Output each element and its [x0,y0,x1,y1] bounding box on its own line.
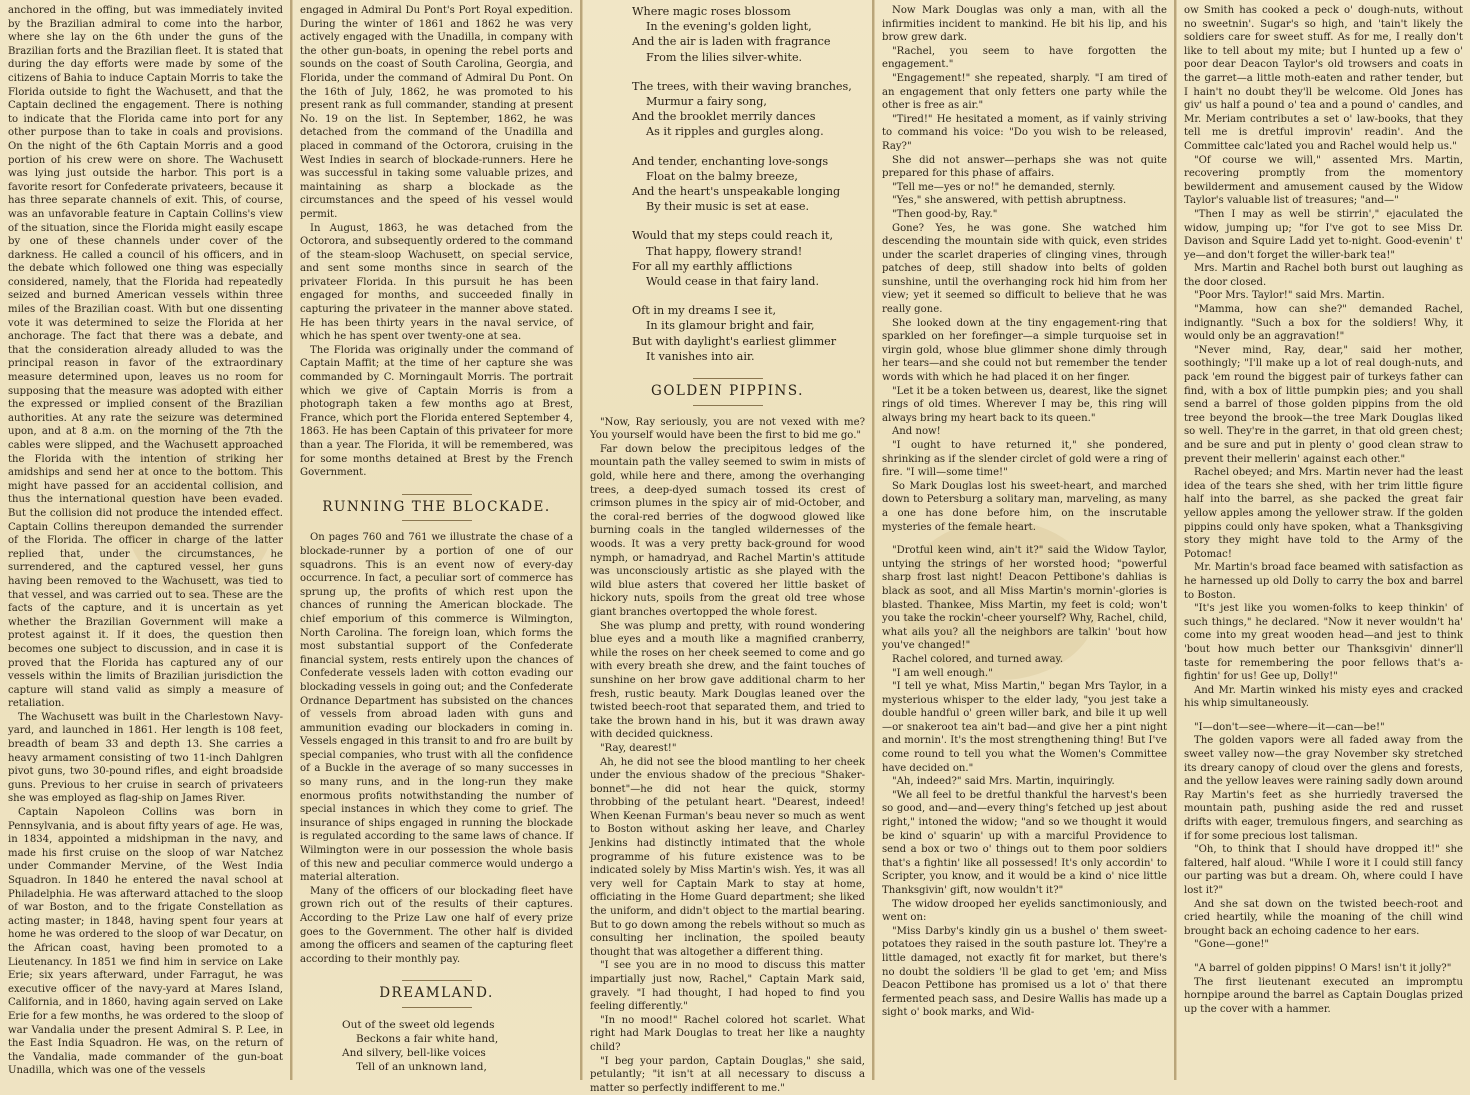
paragraph: The first lieutenant executed an impromptu hornpipe around the barrel as Captain Douglas prized up the cover with a hammer. [1184,976,1463,1015]
section-break [882,534,1167,544]
paragraph: "Of course we will," assented Mrs. Martin, recovering promptly from the momentory bewilderment and amusement caused by the Widow Taylor's valuable list of treasures; "and—" [1184,154,1463,207]
section-break [1184,711,1463,721]
column-4 [874,0,1174,1080]
poem-line: Would cease in that fairy land. [646,275,819,289]
paragraph: "Let it be a token between us, dearest, like the signet rings of old times. Wherever I may be, this ring will always bring my heart back to its queen." [882,385,1167,424]
paragraph: She was plump and pretty, with round wondering blue eyes and a mouth like a magnified cranberry, while the roses on her cheek seemed to come and go with every breath she drew, and the faint touches of sunshine on her brow gave additional charm to her fresh, rustic beauty. Mark Douglas leaned over the twisted beech-root that separated them, and tried to take the brown hand in his, but it was drawn away with decided quickness. [590,620,865,741]
poem-line: As it ripples and gurgles along. [646,125,824,139]
column-2 [292,0,580,1080]
paragraph: The Wachusett was built in the Charlestown Navy-yard, and launched in 1861. Her length is 108 feet, breadth of beam 33 and depth 13. She carries a heavy armament consisting of two 11-inch Dahlgren pivot guns, two 30-pound rifles, and eight broadside guns. Previous to her cruise in search of privateers she was employed as flag-ship on James River. [8,711,283,805]
paragraph: And Mr. Martin winked his misty eyes and cracked his whip simultaneously. [1184,684,1463,710]
poem-line: And silvery, bell-like voices [342,1046,486,1059]
poem-stanza [632,228,865,289]
poem-heading-dreamland: DREAMLAND. [300,980,573,1008]
paragraph: "I am well enough." [892,667,993,679]
paragraph: Now Mark Douglas was only a man, with all the infirmities incident to mankind. He bit his lip, and his brow grew dark. [882,5,1167,44]
paragraph: On pages 760 and 761 we illustrate the chase of a blockade-runner by a portion of one of our squadrons. This is an event now of every-day occurrence. In fact, a peculiar sort of commerce has sprung up, the profits of which rest upon the chances of running the American blockade. The chief emporium of this commerce is Wilmington, North Carolina. The foreign loan, which forms the most substantial support of the Confederate financial system, rests entirely upon the chances of Confederate vessels laden with cotton evading our blockading vessels in going out; and the Confederate Ordnance Department has subsisted on the chances of vessels from abroad laden with guns and ammunition evading our blockaders in coming in. Vessels engaged in this transit to and fro are built by special companies, who trust with all the confidence of a Buckle in the average of so many successes in so many runs, and in the long-run they make enormous profits notwithstanding the number of special instances in which they come to grief. The insurance of ships engaged in running the blockade is regulated according to the same laws of chance. If Wilmington were in our possession the whole basis of this new and peculiar commerce would undergo a material alteration. [300,532,573,884]
poem-stanza [632,154,865,215]
poem-line: Murmur a fairy song, [646,95,767,109]
paragraph: "Gone—gone!" [1194,939,1270,951]
poem-line: Oft in my dreams I see it, [632,304,777,318]
paragraph: "Ray, dearest!" [600,742,677,754]
paragraph: "Mamma, how can she?" demanded Rachel, indignantly. "Such a box for the soldiers! Why, it would only be an aggravation!" [1184,304,1463,343]
paragraph: "Yes," she answered, with pettish abruptness. [892,195,1127,207]
paragraph: In August, 1863, he was detached from the Octorora, and subsequently ordered to the command of the steam-sloop Wachusett, on special service, and sent some months since in search of the privateer Florida. In this pursuit he has been engaged for months, and succeeded finally in capturing the privateer in the manner above stated. He has been thirty years in the naval service, of which he has spent over twenty-one at sea. [300,222,573,343]
paragraph: "Now, Ray seriously, you are not vexed with me? You yourself would have been the first to bid me go." [590,416,865,442]
paragraph: Mrs. Martin and Rachel both burst out laughing as the door closed. [1184,263,1463,288]
paragraph: Captain Napoleon Collins was born in Pennsylvania, and is about fifty years of age. He was, in 1834, appointed a midshipman in the navy, and made his first cruise on the sloop of war Natchez under Commander Mervine, of the West India Squadron. In 1840 he entered the naval school at Philadelphia. He was afterward attached to the sloop of war Boston, and to the frigate Constellation as acting master; in 1848, having spent four years at home he was ordered to the sloop of war Decatur, on the African coast, having been promoted to a Lieutenancy. In 1851 we find him in service on Lake Erie; six years afterward, under Farragut, he was executive officer of the navy-yard at Mares Island, California, and in 1860, having again served on Lake Erie for a few months, he was ordered to the sloop of war Vandalia under the present Admiral S. P. Lee, in the East India Squadron. He was, on the return of the Vandalia, made commander of the gun-boat Unadilla, which was one of the vessels [8,807,283,1077]
paragraph: And she sat down on the twisted beech-root and cried heartily, while the moaning of the chill wind brought back an echoing cadence to her ears. [1184,898,1463,937]
poem-line: Would that my steps could reach it, [632,229,833,243]
poem-stanza [632,303,865,364]
paragraph: "Engagement!" she repeated, sharply. "I am tired of an engagement that only fetters one party while the other is free as air." [882,72,1167,112]
paragraph: "Never mind, Ray, dear," said her mother, soothingly; "I'll make up a lot of real dough-nuts, and pack 'em round the biggest pair of turkeys father can find, with a box of little pumpkin pies; and you shall send a barrel of those golden pippins from the old tree beyond the brook—the tree Mark Douglas liked so well. They're in the garret, in that old green chest; and be sure and put in plenty o' good clean straw to prevent their mellerin' against each other." [1184,344,1463,465]
paragraph: "Rachel, you seem to have forgotten the engagement." [882,45,1167,71]
paragraph: The Florida was originally under the command of Captain Maffit; at the time of her capture she was commanded by C. Morningault Morris. The portrait which we give of Captain Morris is from a photograph taken a few months ago at Brest, France, which port the Florida entered September 4, 1863. He has been Captain of this privateer for more than a year. The Florida, it will be remembered, was for some months detained at Brest by the French Government. [300,344,573,479]
paragraph: Rachel colored, and turned away. [892,653,1064,665]
paragraph: The golden vapors were all faded away from the sweet valley now—the gray November sky stretched its dreary canopy of cloud over the glens and forests, and the yellow leaves were raining sadly down around Ray Martin's feet as she hurriedly traversed the mountain path, pushing aside the red and russet drifts with eager, tremulous fingers, and searching as if for some precious lost talisman. [1184,735,1463,842]
paragraph: "I ought to have returned it," she pondered, shrinking as if the slender circlet of gold were a ring of fire. "I will—some time!" [882,440,1167,479]
paragraph: The widow drooped her eyelids sanctimoniously, and went on: [882,898,1167,924]
paragraph: "Oh, to think that I should have dropped it!" she faltered, half aloud. "While I wore it I could still fancy our parting was but a dream. Oh, where could I have lost it?" [1184,844,1463,896]
paragraph: Mr. Martin's broad face beamed with satisfaction as he harnessed up old Dolly to carry the box and barrel to Boston. [1184,562,1463,601]
poem-line: It vanishes into air. [646,349,755,363]
paragraph: "It's jest like you women-folks to keep thinkin' of such things," he declared. "Now it never wouldn't ha' come into my great wooden head—and jest to think 'bout how much better our Thanksgivin' dinner'll taste for remembering the poor fellows that's a-fightin' for us! Gee up, Dolly!" [1184,603,1463,683]
paragraph: "I beg your pardon, Captain Douglas," she said, petulantly; "it isn't at all necessary to discuss a matter so perfectly indifferent to me." [590,1055,865,1094]
paragraph: "Then I may as well be stirrin'," ejaculated the widow, jumping up; "for I've got to see Miss Dr. Davison and Squire Ladd yet to-night. Good-evenin' t' ye—and don't forget the willer-bark tea!" [1184,208,1463,261]
column-5 [1176,0,1470,1080]
paragraph: "I tell ye what, Miss Martin," began Mrs Taylor, in a mysterious whisper to the elder lady, "you jest take a double handful o' green willer bark, and bile it up well—or snakeroot tea ain't bad—and give her a pint night and mornin'. It's the most strengthening thing! But I've come round to tell you what the Women's Committee have decided on." [882,681,1167,774]
paragraph: "Poor Mrs. Taylor!" said Mrs. Martin. [1194,290,1385,302]
poem-stanza [632,79,865,140]
poem-line: In its glamour bright and fair, [646,319,815,333]
paragraph: "Tired!" He hesitated a moment, as if vainly striving to command his voice: "Do you wish to be released, Ray?" [882,113,1167,152]
poem-line: By their music is set at ease. [646,200,810,214]
paragraph: Gone? Yes, he was gone. She watched him descending the mountain side with quick, even strides under the scarlet draperies of clinging vines, through patches of deep, still shadow into belts of golden sunshine, until the overhanging rock hid him from her view; yet it seemed so difficult to believe that he was really gone. [882,222,1167,316]
paragraph: "I—don't—see—where—it—can—be!" [1194,721,1385,733]
paragraph: "Miss Darby's kindly gin us a bushel o' them sweet-potatoes they raised in the south pasture lot. They're a little damaged, not exactly fit for market, but there's no doubt the soldiers 'll be glad to get 'em; and Miss Deacon Pettibone has promised us a lot o' that there fermented peach sass, and Desire Wallis has made up a sight o' book marks, and Wid- [882,925,1167,1019]
paragraph: "A barrel of golden pippins! O Mars! isn't it jolly?" [1194,962,1452,974]
paragraph: Rachel obeyed; and Mrs. Martin never had the least idea of the tears she shed, with her trim little figure half into the barrel, as she packed the great fair yellow apples among the yellower straw. If the golden pippins could only have spoken, what a Thanksgiving story they might have told to the Army of the Potomac! [1184,467,1463,560]
poem-line: Tell of an unknown land, [356,1060,487,1073]
poem-line: That happy, flowery strand! [646,244,803,258]
poem-line: The trees, with their waving branches, [632,79,852,93]
paragraph: "Ah, indeed?" said Mrs. Martin, inquiringly. [892,776,1115,788]
article-heading-blockade: RUNNING THE BLOCKADE. [300,494,573,522]
poem-stanza [342,1018,573,1074]
paragraph: "Tell me—yes or no!" he demanded, sternly. [892,181,1116,193]
column-3 [582,0,872,1094]
paragraph: anchored in the offing, but was immediately invited by the Brazilian admiral to come into the harbor, where she lay on the 6th under the guns of the Brazilian forts and the Brazilian fleet. It is stated that during the day efforts were made by some of the citizens of Bahia to induce Captain Morris to take the Florida outside to fight the Wachusett, and that the Captain declined the engagement. There is nothing to indicate that the Florida came into port for any other purpose than to take in coals and provisions. On the night of the 6th Captain Morris and a good portion of his crew were on shore. The Wachusett was lying just outside the harbor. This port is a favorite resort for Confederate privateers, because it has three separate channels of exit. This, of course, was an unfavorable feature in Captain Collins's view of the situation, since the Florida might easily escape by one of these channels under cover of the darkness. He called a council of his officers, and in the debate which followed one thing was especially considered, namely, that the Florida had repeatedly seized and burned American vessels within three miles of the Brazilian coast. With but one dissenting vote it was determined to seize the Florida at her anchorage. The fact that there was a debate, and that the consideration already alluded to was the principal reason in favor of the extraordinary measure determined upon, leaves us no room for supposing that the measure was adopted with either the expressed or implied consent of the Brazilian authorities. At any rate the seizure was determined upon, and at 8 a.m. on the morning of the 7th the cables were slipped, and the Wachusett approached the Florida with the intention of striking her amidships and send her at once to the bottom. This might have passed for an accidental collision, and thus the international question have been evaded. But the collision did not produce the intended effect. Captain Collins thereupon demanded the surrender of the Florida. The officer in charge of the latter replied that, under the circumstances, he surrendered, and the captured vessel, her guns having been removed to the Wachusett, was tied to that vessel, and was carried out to sea. These are the facts of the capture, and it is uncertain as yet whether the Brazilian Government will make a protest against it. If it does, the question then becomes one subject to discussion, and in case it is proved that the Florida has captured any of our vessels within the limits of Brazilian jurisdiction the capture will stand valid as simply a measure of retaliation. [8,5,283,710]
paragraph: Ah, he did not see the blood mantling to her cheek under the envious shadow of the precious "Shaker-bonnet"—he did not hear the quick, stormy throbbing of the petulant heart. "Dearest, indeed! When Keenan Furman's beau never so much as went to Boston without asking her leave, and Charley Jenkins had distinctly intimated that the whole programme of his future existence was to be indicated solely by Miss Martin's wish. Yes, it was all very well for Captain Mark to stay at home, officiating in the Home Guard department; she liked the uniform, and didn't object to the martial bearing. But to go down among the rebels without so much as consulting her inclination, the spoiled beauty thought that was altogether a different thing. [590,756,865,958]
poem-line: Float on the balmy breeze, [646,169,798,183]
paragraph: She did not answer—perhaps she was not quite prepared for this phase of affairs. [882,154,1167,180]
poem-line: And the heart's unspeakable longing [632,185,841,199]
paragraph: "We all feel to be dretful thankful the harvest's been so good, and—and—every thing's fetched up jest about right," intoned the widow; "and so we thought it would be kind o' squarin' up with a marciful Providence to send a box or two o' things out to them poor soldiers that's a fightin' like all possessed! It's only accordin' to Scripter, you know, and it would be a kind o' nice little Thanksgivin' gift, now wouldn't it?" [882,789,1167,896]
paragraph: ow Smith has cooked a peck o' dough-nuts, without no sweetnin'. Sugar's so high, and 'tain't likely the soldiers care for sweet stuff. As for me, I really don't like to tell about my mite; but I hunted up a few o' poor dear Deacon Taylor's old trowsers and coats in the garret—a little moth-eaten and rather tender, but I hain't no doubt they'll be welcome. Old Jones has giv' us half a pound o' tea and a pound o' candles, and Mr. Meriam contributes a set o' law-books, that they tell me is dretful improvin' readin'. And the Committee calc'lated you and Rachel would help us." [1184,5,1463,152]
paragraph: "Then good-by, Ray." [892,208,998,220]
paragraph: engaged in Admiral Du Pont's Port Royal expedition. During the winter of 1861 and 1862 he was very actively engaged with the Unadilla, in company with the other gun-boats, in opening the rebel ports and sounds on the coast of South Carolina, Georgia, and Florida, under the command of Admiral Du Pont. On the 16th of July, 1862, he was promoted to his present rank as full commander, standing at present No. 19 on the list. In September, 1862, he was detached from the command of the Unadilla and placed in command of the Octorora, cruising in the West Indies in search of blockade-runners. Here he was successful in taking some valuable prizes, and maintaining as sharp a blockade as the circumstances and the speed of his vessel would permit. [300,5,573,220]
poem-line: In the evening's golden light, [646,20,812,34]
column-1 [0,0,290,1080]
poem-line: Where magic roses blossom [632,5,791,18]
paragraph: So Mark Douglas lost his sweet-heart, and marched down to Petersburg a solitary man, marveling, as many a one has done before him, on the inscrutable mysteries of the female heart. [882,480,1167,533]
paragraph: She looked down at the tiny engagement-ring that sparkled on her forefinger—a simple turquoise set in virgin gold, whose blue glimmer shone dimly through her tears—and she could not but remember the tender words with which he had placed it on her finger. [882,317,1167,384]
paragraph: Far down below the precipitous ledges of the mountain path the valley seemed to swim in mists of gold, while here and there, among the overhanging trees, a deep-dyed sumach tossed its crest of crimson plumes in the spicy air of mid-October, and the coral-red berries of the dogwood glowed like burning coals in the tangled wildernesses of the woods. It was a very pretty back-ground for wood nymph, or hamadryad, and Rachel Martin's attitude was unconsciously artistic as she played with the wild blue asters that covered her little basket of hickory nuts, spoils from the great old tree whose giant branches overtopped the whole forest. [590,443,865,618]
paragraph: "Drotful keen wind, ain't it?" said the Widow Taylor, untying the strings of her worsted hood; "powerful sharp frost last night! Deacon Pettibone's dahlias is black as soot, and all Miss Martin's mornin'-glories is blasted. Thankee, Miss Martin, my feet is cold; won't you take the rockin'-cheer yourself? Why, Rachel, child, what ails you? all the neighbors are talkin' 'bout how you've changed!" [882,545,1167,652]
paragraph: Many of the officers of our blockading fleet have grown rich out of the results of their captures. According to the Prize Law one half of every prize goes to the Government. The other half is divided among the officers and seamen of the capturing fleet according to their monthly pay. [300,885,573,965]
poem-line: Beckons a fair white hand, [356,1032,499,1045]
paragraph: And now! [892,426,941,438]
poem-line: For all my earthly afflictions [632,259,793,273]
poem-line: And the air is laden with fragrance [632,35,831,49]
poem-line: And tender, enchanting love-songs [632,154,829,168]
poem-line: From the lilies silver-white. [646,50,803,64]
poem-line: Out of the sweet old legends [342,1018,495,1031]
paragraph: "In no mood!" Rachel colored hot scarlet. What right had Mark Douglas to treat her like a naughty child? [590,1014,865,1053]
poem-line: And the brooklet merrily dances [632,110,816,124]
article-heading-golden-pippins: GOLDEN PIPPINS. [590,378,865,406]
paragraph: "I see you are in no mood to discuss this matter impartially just now, Rachel," Captain Mark said, gravely. "I had thought, I had hoped to find you feeling differently." [590,960,865,1013]
poem-stanza [632,4,865,65]
poem-dreamland-continued [590,4,865,364]
section-break [1184,952,1463,962]
poem-line: But with daylight's earliest glimmer [632,334,837,348]
